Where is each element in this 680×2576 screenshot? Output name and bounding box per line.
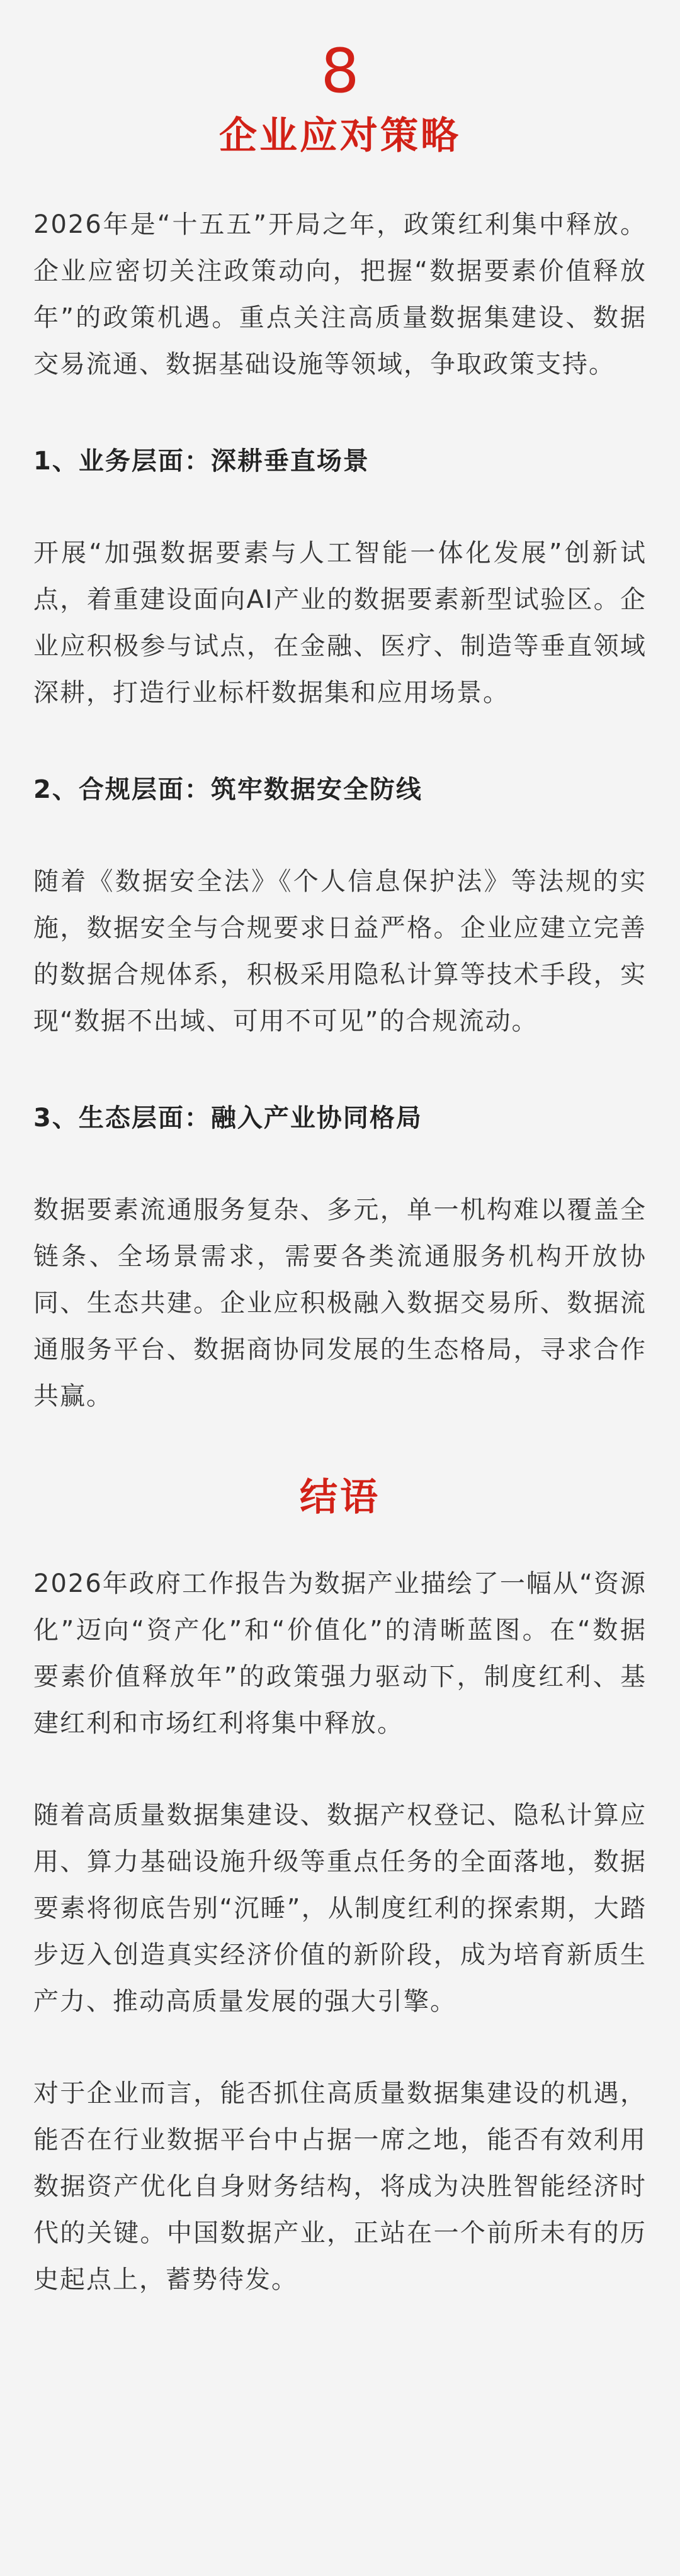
conclusion-title: 结语 — [300, 1476, 380, 1520]
conclusion-paragraph: 对于企业而言，能否抓住高质量数据集建设的机遇，能否在行业数据平台中占据一席之地，能否有效利用数据资产优化自身财务结构，将成为决胜智能经济时代的关键。中国数据产业，正站在一个前所未有的历史起点上，蓄势待发。 — [33, 2079, 647, 2294]
section-title: 企业应对策略 — [219, 114, 461, 158]
conclusion-paragraph: 2026年政府工作报告为数据产业描绘了一幅从“资源化”迈向“资产化”和“价值化”的清晰蓝图。在“数据要素价值释放年”的政策强力驱动下，制度红利、基建红利和市场红利将集中释放。 — [33, 1569, 647, 1738]
conclusion-paragraph: 随着高质量数据集建设、数据产权登记、隐私计算应用、算力基础设施升级等重点任务的全面落地，数据要素将彻底告别“沉睡”，从制度红利的探索期，大踏步迈入创造真实经济价值的新阶段，成为培育新质生产力、推动高质量发展的强大引擎。 — [33, 1801, 647, 2016]
strategy-heading-compliance: 2、合规层面：筑牢数据安全防线 — [33, 775, 422, 804]
strategy-body-compliance: 随着《数据安全法》《个人信息保护法》等法规的实施，数据安全与合规要求日益严格。企业应建立完善的数据合规体系，积极采用隐私计算等技术手段，实现“数据不出域、可用不可见”的合规流动。 — [33, 867, 647, 1036]
section-number: 8 — [320, 36, 360, 106]
strategy-heading-business: 1、业务层面：深耕垂直场景 — [33, 447, 370, 476]
strategy-body-ecosystem: 数据要素流通服务复杂、多元，单一机构难以覆盖全链条、全场景需求，需要各类流通服务机构开放协同、生态共建。企业应积极融入数据交易所、数据流通服务平台、数据商协同发展的生态格局，寻求合作共赢。 — [33, 1196, 647, 1411]
intro-paragraph: 2026年是“十五五”开局之年，政策红利集中释放。企业应密切关注政策动向，把握“数据要素价值释放年”的政策机遇。重点关注高质量数据集建设、数据交易流通、数据基础设施等领域，争取政策支持。 — [33, 210, 647, 379]
strategy-heading-ecosystem: 3、生态层面：融入产业协同格局 — [33, 1104, 422, 1133]
strategy-body-business: 开展“加强数据要素与人工智能一体化发展”创新试点，着重建设面向AI产业的数据要素新型试验区。企业应积极参与试点，在金融、医疗、制造等垂直领域深耕，打造行业标杆数据集和应用场景。 — [33, 539, 647, 707]
